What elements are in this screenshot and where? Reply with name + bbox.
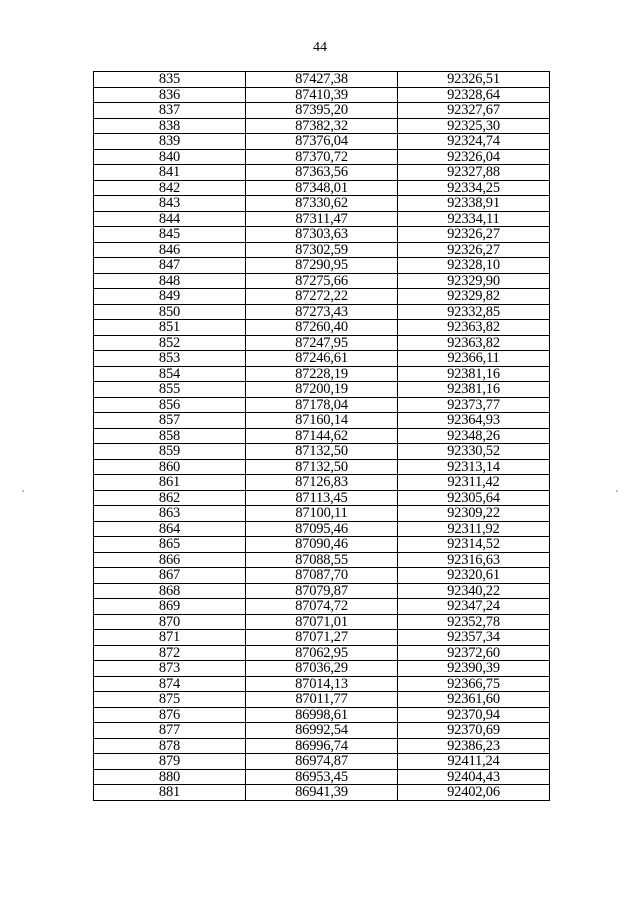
point-number-cell: 861 (94, 475, 246, 491)
x-coordinate-cell: 87200,19 (246, 382, 398, 398)
x-coordinate-cell: 87348,01 (246, 180, 398, 196)
y-coordinate-cell: 92381,16 (398, 382, 550, 398)
y-coordinate-cell: 92311,92 (398, 521, 550, 537)
x-coordinate-cell: 87087,70 (246, 568, 398, 584)
point-number-cell: 840 (94, 149, 246, 165)
table-row (94, 351, 550, 367)
x-coordinate-cell: 87260,40 (246, 320, 398, 336)
x-coordinate-cell: 87303,63 (246, 227, 398, 243)
x-coordinate-cell: 87247,95 (246, 335, 398, 351)
y-coordinate-cell: 92320,61 (398, 568, 550, 584)
point-number-cell: 866 (94, 552, 246, 568)
x-coordinate-cell: 87302,59 (246, 242, 398, 258)
y-coordinate-cell: 92330,52 (398, 444, 550, 460)
table-row (94, 413, 550, 429)
table-row (94, 273, 550, 289)
y-coordinate-cell: 92366,75 (398, 676, 550, 692)
y-coordinate-cell: 92363,82 (398, 320, 550, 336)
y-coordinate-cell: 92340,22 (398, 583, 550, 599)
table-row (94, 537, 550, 553)
point-number-cell: 879 (94, 754, 246, 770)
y-coordinate-cell: 92352,78 (398, 614, 550, 630)
point-number-cell: 841 (94, 165, 246, 181)
point-number-cell: 846 (94, 242, 246, 258)
x-coordinate-cell: 86953,45 (246, 769, 398, 785)
y-coordinate-cell: 92357,34 (398, 630, 550, 646)
table-row (94, 521, 550, 537)
y-coordinate-cell: 92411,24 (398, 754, 550, 770)
x-coordinate-cell: 87011,77 (246, 692, 398, 708)
point-number-cell: 880 (94, 769, 246, 785)
table-row (94, 599, 550, 615)
y-coordinate-cell: 92386,23 (398, 738, 550, 754)
table-row (94, 723, 550, 739)
y-coordinate-cell: 92381,16 (398, 366, 550, 382)
point-number-cell: 844 (94, 211, 246, 227)
point-number-cell: 836 (94, 87, 246, 103)
x-coordinate-cell: 87370,72 (246, 149, 398, 165)
point-number-cell: 881 (94, 785, 246, 801)
y-coordinate-cell: 92373,77 (398, 397, 550, 413)
x-coordinate-cell: 87074,72 (246, 599, 398, 615)
point-number-cell: 872 (94, 645, 246, 661)
point-number-cell: 842 (94, 180, 246, 196)
y-coordinate-cell: 92390,39 (398, 661, 550, 677)
point-number-cell: 858 (94, 428, 246, 444)
table-row (94, 692, 550, 708)
y-coordinate-cell: 92313,14 (398, 459, 550, 475)
point-number-cell: 869 (94, 599, 246, 615)
y-coordinate-cell: 92329,82 (398, 289, 550, 305)
x-coordinate-cell: 87290,95 (246, 258, 398, 274)
point-number-cell: 856 (94, 397, 246, 413)
x-coordinate-cell: 87363,56 (246, 165, 398, 181)
y-coordinate-cell: 92328,64 (398, 87, 550, 103)
x-coordinate-cell: 87014,13 (246, 676, 398, 692)
table-row (94, 211, 550, 227)
x-coordinate-cell: 87132,50 (246, 459, 398, 475)
point-number-cell: 852 (94, 335, 246, 351)
point-number-cell: 870 (94, 614, 246, 630)
point-number-cell: 876 (94, 707, 246, 723)
point-number-cell: 878 (94, 738, 246, 754)
point-number-cell: 849 (94, 289, 246, 305)
y-coordinate-cell: 92324,74 (398, 134, 550, 150)
point-number-cell: 859 (94, 444, 246, 460)
table-row (94, 118, 550, 134)
table-row (94, 165, 550, 181)
table-row (94, 72, 550, 88)
point-number-cell: 853 (94, 351, 246, 367)
table-row (94, 444, 550, 460)
table-row (94, 738, 550, 754)
x-coordinate-cell: 87382,32 (246, 118, 398, 134)
y-coordinate-cell: 92366,11 (398, 351, 550, 367)
table-row (94, 754, 550, 770)
point-number-cell: 867 (94, 568, 246, 584)
y-coordinate-cell: 92314,52 (398, 537, 550, 553)
x-coordinate-cell: 86996,74 (246, 738, 398, 754)
coordinates-table (93, 71, 550, 801)
table-row (94, 568, 550, 584)
table-row (94, 103, 550, 119)
point-number-cell: 850 (94, 304, 246, 320)
x-coordinate-cell: 87090,46 (246, 537, 398, 553)
x-coordinate-cell: 87071,01 (246, 614, 398, 630)
y-coordinate-cell: 92326,04 (398, 149, 550, 165)
coordinates-table-body (94, 72, 550, 801)
x-coordinate-cell: 87144,62 (246, 428, 398, 444)
x-coordinate-cell: 87311,47 (246, 211, 398, 227)
y-coordinate-cell: 92372,60 (398, 645, 550, 661)
x-coordinate-cell: 87071,27 (246, 630, 398, 646)
y-coordinate-cell: 92329,90 (398, 273, 550, 289)
table-row (94, 459, 550, 475)
table-row (94, 475, 550, 491)
x-coordinate-cell: 87088,55 (246, 552, 398, 568)
point-number-cell: 845 (94, 227, 246, 243)
point-number-cell: 875 (94, 692, 246, 708)
y-coordinate-cell: 92327,67 (398, 103, 550, 119)
table-row (94, 707, 550, 723)
y-coordinate-cell: 92328,10 (398, 258, 550, 274)
table-row (94, 196, 550, 212)
x-coordinate-cell: 87330,62 (246, 196, 398, 212)
point-number-cell: 837 (94, 103, 246, 119)
table-row (94, 645, 550, 661)
y-coordinate-cell: 92332,85 (398, 304, 550, 320)
x-coordinate-cell: 87246,61 (246, 351, 398, 367)
table-row (94, 304, 550, 320)
table-row (94, 614, 550, 630)
y-coordinate-cell: 92309,22 (398, 506, 550, 522)
table-row (94, 366, 550, 382)
y-coordinate-cell: 92338,91 (398, 196, 550, 212)
x-coordinate-cell: 87178,04 (246, 397, 398, 413)
y-coordinate-cell: 92363,82 (398, 335, 550, 351)
x-coordinate-cell: 87079,87 (246, 583, 398, 599)
point-number-cell: 860 (94, 459, 246, 475)
x-coordinate-cell: 87395,20 (246, 103, 398, 119)
y-coordinate-cell: 92348,26 (398, 428, 550, 444)
table-row (94, 552, 550, 568)
point-number-cell: 863 (94, 506, 246, 522)
point-number-cell: 835 (94, 72, 246, 88)
table-row (94, 149, 550, 165)
scan-mark-right (616, 490, 618, 492)
scan-mark-left (22, 490, 24, 492)
table-row (94, 676, 550, 692)
x-coordinate-cell: 86941,39 (246, 785, 398, 801)
table-row (94, 258, 550, 274)
y-coordinate-cell: 92402,06 (398, 785, 550, 801)
x-coordinate-cell: 87228,19 (246, 366, 398, 382)
x-coordinate-cell: 87376,04 (246, 134, 398, 150)
table-row (94, 134, 550, 150)
x-coordinate-cell: 87427,38 (246, 72, 398, 88)
y-coordinate-cell: 92316,63 (398, 552, 550, 568)
point-number-cell: 839 (94, 134, 246, 150)
x-coordinate-cell: 87126,83 (246, 475, 398, 491)
y-coordinate-cell: 92325,30 (398, 118, 550, 134)
x-coordinate-cell: 86992,54 (246, 723, 398, 739)
y-coordinate-cell: 92347,24 (398, 599, 550, 615)
table-row (94, 335, 550, 351)
y-coordinate-cell: 92305,64 (398, 490, 550, 506)
point-number-cell: 865 (94, 537, 246, 553)
table-row (94, 490, 550, 506)
x-coordinate-cell: 86974,87 (246, 754, 398, 770)
y-coordinate-cell: 92370,69 (398, 723, 550, 739)
point-number-cell: 877 (94, 723, 246, 739)
x-coordinate-cell: 87113,45 (246, 490, 398, 506)
point-number-cell: 873 (94, 661, 246, 677)
x-coordinate-cell: 87410,39 (246, 87, 398, 103)
point-number-cell: 838 (94, 118, 246, 134)
table-row (94, 320, 550, 336)
x-coordinate-cell: 87275,66 (246, 273, 398, 289)
table-row (94, 583, 550, 599)
point-number-cell: 871 (94, 630, 246, 646)
point-number-cell: 851 (94, 320, 246, 336)
table-row (94, 180, 550, 196)
table-row (94, 87, 550, 103)
y-coordinate-cell: 92404,43 (398, 769, 550, 785)
point-number-cell: 857 (94, 413, 246, 429)
table-row (94, 227, 550, 243)
y-coordinate-cell: 92327,88 (398, 165, 550, 181)
x-coordinate-cell: 87160,14 (246, 413, 398, 429)
point-number-cell: 864 (94, 521, 246, 537)
table-row (94, 397, 550, 413)
y-coordinate-cell: 92326,51 (398, 72, 550, 88)
table-row (94, 630, 550, 646)
x-coordinate-cell: 87095,46 (246, 521, 398, 537)
x-coordinate-cell: 87062,95 (246, 645, 398, 661)
point-number-cell: 862 (94, 490, 246, 506)
y-coordinate-cell: 92334,11 (398, 211, 550, 227)
x-coordinate-cell: 87036,29 (246, 661, 398, 677)
table-row (94, 769, 550, 785)
x-coordinate-cell: 87100,11 (246, 506, 398, 522)
y-coordinate-cell: 92370,94 (398, 707, 550, 723)
x-coordinate-cell: 87272,22 (246, 289, 398, 305)
table-row (94, 506, 550, 522)
table-row (94, 242, 550, 258)
table-row (94, 428, 550, 444)
y-coordinate-cell: 92361,60 (398, 692, 550, 708)
point-number-cell: 843 (94, 196, 246, 212)
table-row (94, 289, 550, 305)
y-coordinate-cell: 92334,25 (398, 180, 550, 196)
point-number-cell: 855 (94, 382, 246, 398)
x-coordinate-cell: 87273,43 (246, 304, 398, 320)
point-number-cell: 868 (94, 583, 246, 599)
point-number-cell: 848 (94, 273, 246, 289)
y-coordinate-cell: 92311,42 (398, 475, 550, 491)
y-coordinate-cell: 92326,27 (398, 227, 550, 243)
point-number-cell: 874 (94, 676, 246, 692)
y-coordinate-cell: 92326,27 (398, 242, 550, 258)
page-number: 44 (313, 40, 327, 55)
x-coordinate-cell: 87132,50 (246, 444, 398, 460)
point-number-cell: 847 (94, 258, 246, 274)
y-coordinate-cell: 92364,93 (398, 413, 550, 429)
point-number-cell: 854 (94, 366, 246, 382)
table-row (94, 661, 550, 677)
table-row (94, 785, 550, 801)
table-row (94, 382, 550, 398)
x-coordinate-cell: 86998,61 (246, 707, 398, 723)
